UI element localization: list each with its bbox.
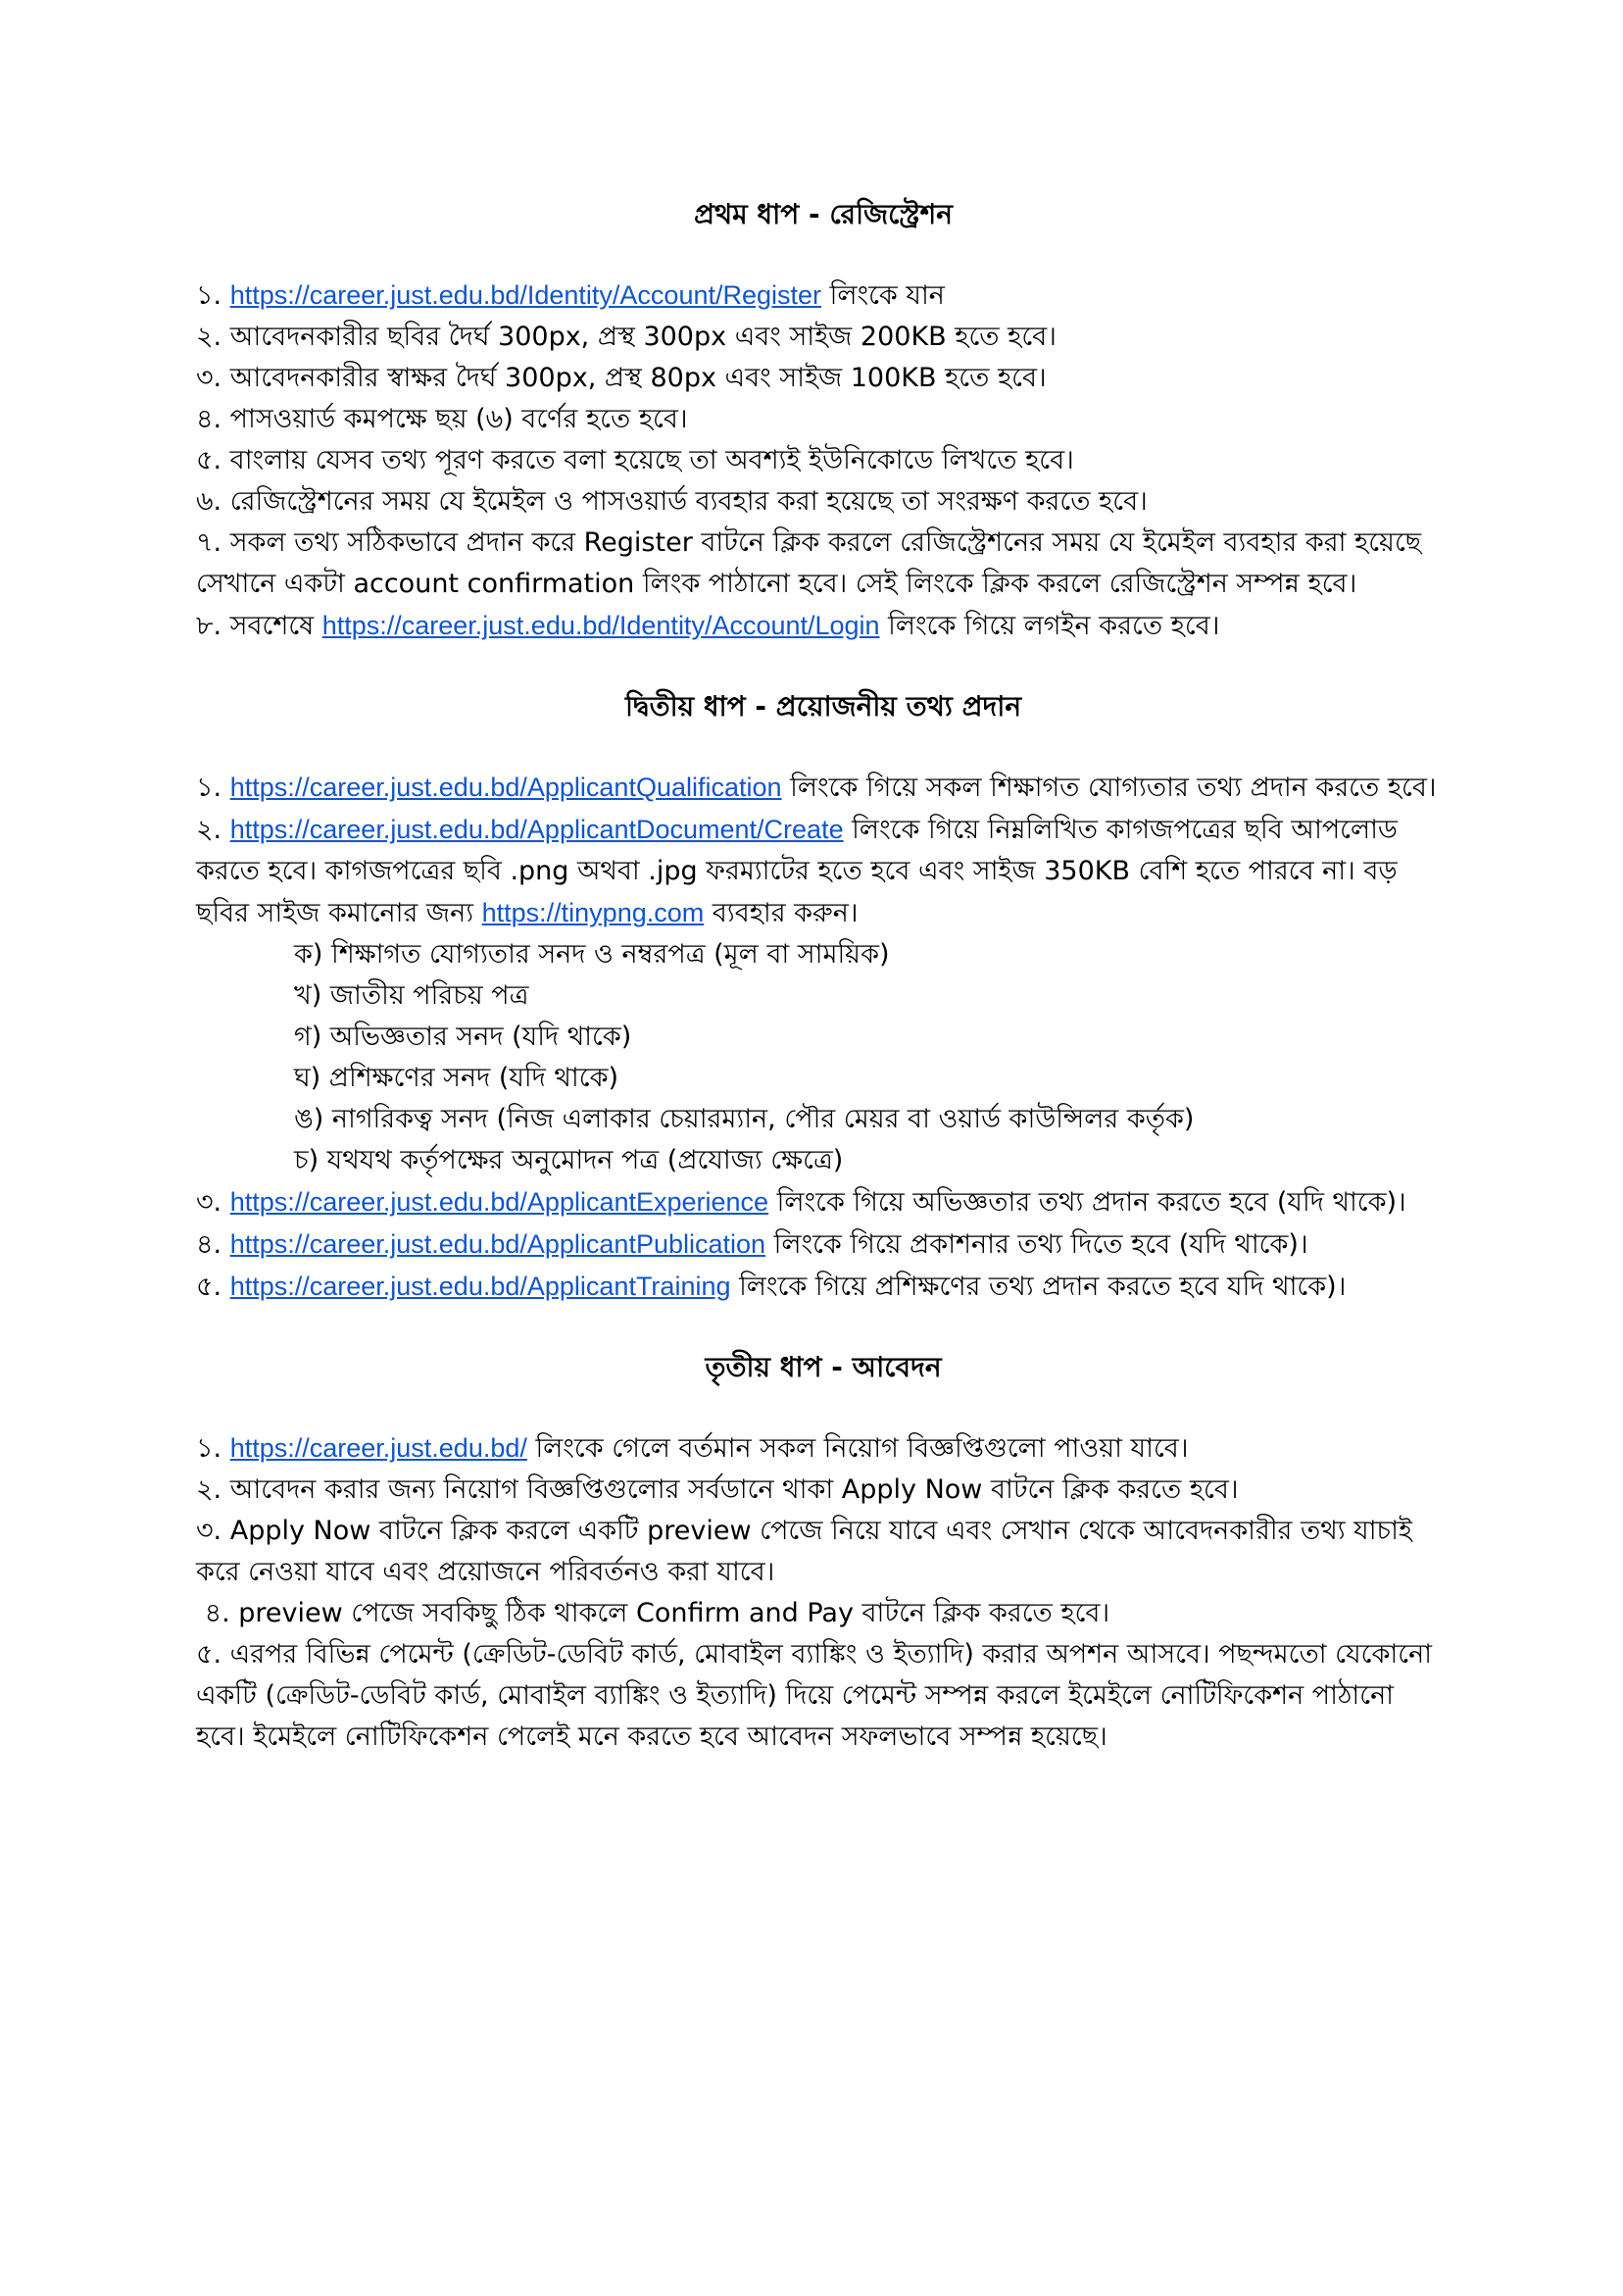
item-text: লিংকে গিয়ে লগইন করতে হবে। <box>879 611 1220 641</box>
section-heading: তৃতীয় ধাপ - আবেদন <box>705 1351 942 1383</box>
section-application <box>196 1347 1451 1758</box>
document-page <box>196 194 1451 1797</box>
document-subitem: ঘ) প্রশিক্ষণের সনদ (যদি থাকে) <box>294 1063 619 1093</box>
document-subitem: চ) যথযথ কর্তৃপক্ষের অনুমোদন পত্র (প্রযোজ্য ক্ষেত্রে) <box>294 1145 844 1175</box>
document-subitem: ক) শিক্ষাগত যোগ্যতার সনদ ও নম্বরপত্র (মূল বা সাময়িক) <box>294 939 890 970</box>
login-link[interactable]: https://career.just.edu.bd/Identity/Account/Login <box>321 611 880 640</box>
register-link[interactable]: https://career.just.edu.bd/Identity/Account/Register <box>229 280 822 310</box>
list-item: ৬. রেজিস্ট্রেশনের সময় যে ইমেইল ও পাসওয়ার্ড ব্যবহার করা হয়েছে তা সংরক্ষণ করতে হবে। <box>196 486 1148 517</box>
section-heading: প্রথম ধাপ - রেজিস্ট্রেশন <box>694 198 953 230</box>
list-item: ৩. আবেদনকারীর স্বাক্ষর দৈর্ঘ 300px, প্রস্থ 80px এবং সাইজ 100KB হতে হবে। <box>196 363 1047 393</box>
list-item <box>196 1181 1451 1223</box>
list-item: ৭. সকল তথ্য সঠিকভাবে প্রদান করে Register বাটনে ক্লিক করলে রেজিস্ট্রেশনের সময় যে ইমেইল ব্যবহার করা হয়েছে সেখানে একটা account confirmation লিংক পাঠানো হবে। সেই লিংকে ক্লিক করলে রেজিস্ট্রেশন সম্পন্ন হবে। <box>196 527 1422 599</box>
list-item <box>196 605 1451 647</box>
item-text: লিংকে গিয়ে সকল শিক্ষাগত যোগ্যতার তথ্য প্রদান করতে হবে। <box>781 773 1437 803</box>
list-item <box>196 1266 1451 1308</box>
item-text: ১. <box>196 280 230 311</box>
list-item <box>196 1223 1451 1266</box>
list-item: ৫. বাংলায় যেসব তথ্য পূরণ করতে বলা হয়েছে তা অবশ্যই ইউনিকোডে লিখতে হবে। <box>196 445 1074 475</box>
item-text: ৮. সবশেষে <box>196 611 322 641</box>
list-item: ২. আবেদন করার জন্য নিয়োগ বিজ্ঞপ্তিগুলোর সর্বডানে থাকা Apply Now বাটনে ক্লিক করতে হবে। <box>196 1474 1239 1505</box>
list-item <box>196 809 1451 934</box>
item-text: লিংকে গেলে বর্তমান সকল নিয়োগ বিজ্ঞপ্তিগুলো পাওয়া যাবে। <box>526 1433 1189 1464</box>
item-text: ২. <box>196 815 230 845</box>
section-heading: দ্বিতীয় ধাপ - প্রয়োজনীয় তথ্য প্রদান <box>624 690 1022 723</box>
section-registration <box>196 194 1451 647</box>
item-text: লিংকে গিয়ে প্রশিক্ষণের তথ্য প্রদান করতে হবে যদি থাকে)। <box>730 1272 1347 1302</box>
list-item: ২. আবেদনকারীর ছবির দৈর্ঘ 300px, প্রস্থ 300px এবং সাইজ 200KB হতে হবে। <box>196 322 1057 352</box>
publication-link[interactable]: https://career.just.edu.bd/ApplicantPublication <box>229 1229 766 1259</box>
document-subitem: ঙ) নাগরিকত্ব সনদ (নিজ এলাকার চেয়ারম্যান, পৌর মেয়র বা ওয়ার্ড কাউন্সিলর কর্তৃক) <box>294 1104 1195 1134</box>
list-item <box>196 1427 1451 1470</box>
item-text: লিংকে গিয়ে অভিজ্ঞতার তথ্য প্রদান করতে হবে (যদি থাকে)। <box>768 1187 1406 1218</box>
tinypng-link[interactable]: https://tinypng.com <box>481 898 705 927</box>
career-home-link[interactable]: https://career.just.edu.bd/ <box>229 1433 527 1463</box>
section-information <box>196 686 1451 1308</box>
list-item: ৩. Apply Now বাটনে ক্লিক করলে একটি preview পেজে নিয়ে যাবে এবং সেখান থেকে আবেদনকারীর তথ্য যাচাই করে নেওয়া যাবে এবং প্রয়োজনে পরিবর্তনও করা যাবে। <box>196 1516 1412 1587</box>
list-item <box>196 275 1451 317</box>
training-link[interactable]: https://career.just.edu.bd/ApplicantTraining <box>229 1272 731 1301</box>
item-text: ১. <box>196 773 230 803</box>
item-text: ৫. <box>196 1272 230 1302</box>
item-text: ৩. <box>196 1187 230 1218</box>
list-item: ৫. এরপর বিভিন্ন পেমেন্ট (ক্রেডিট-ডেবিট কার্ড, মোবাইল ব্যাঙ্কিং ও ইত্যাদি) করার অপশন আসবে। পছন্দমতো যেকোনো একটি (ক্রেডিট-ডেবিট কার্ড, মোবাইল ব্যাঙ্কিং ও ইত্যাদি) দিয়ে পেমেন্ট সম্পন্ন করলে ইমেইলে নোটিফিকেশন পাঠানো হবে। ইমেইলে নোটিফিকেশন পেলেই মনে করতে হবে আবেদন সফলভাবে সম্পন্ন হয়েছে। <box>196 1639 1433 1752</box>
list-item: ৪. পাসওয়ার্ড কমপক্ষে ছয় (৬) বর্ণের হতে হবে। <box>196 404 688 434</box>
list-item <box>196 767 1451 809</box>
document-subitem: খ) জাতীয় পরিচয় পত্র <box>294 980 529 1011</box>
item-text: ৪. <box>196 1229 230 1260</box>
item-text: লিংকে গিয়ে প্রকাশনার তথ্য দিতে হবে (যদি থাকে)। <box>765 1229 1308 1260</box>
document-create-link[interactable]: https://career.just.edu.bd/ApplicantDocument/Create <box>229 815 844 844</box>
item-text: ১. <box>196 1433 230 1464</box>
item-text: ব্যবহার করুন। <box>704 898 859 928</box>
experience-link[interactable]: https://career.just.edu.bd/ApplicantExperience <box>229 1187 769 1217</box>
item-text: লিংকে গিয়ে নিম্নলিখিত কাগজপত্রের ছবি আপলোড করতে হবে। কাগজপত্রের ছবি .png অথবা .jpg ফরম্যাটের হতে হবে এবং সাইজ 350KB বেশি হতে পারবে না। বড় ছবির সাইজ কমানোর জন্য <box>196 815 1398 928</box>
document-subitem: গ) অভিজ্ঞতার সনদ (যদি থাকে) <box>294 1022 632 1052</box>
item-text: লিংকে যান <box>821 280 945 311</box>
qualification-link[interactable]: https://career.just.edu.bd/ApplicantQualification <box>229 773 782 802</box>
list-item: ৪. preview পেজে সবকিছু ঠিক থাকলে Confirm and Pay বাটনে ক্লিক করতে হবে। <box>196 1598 1110 1628</box>
